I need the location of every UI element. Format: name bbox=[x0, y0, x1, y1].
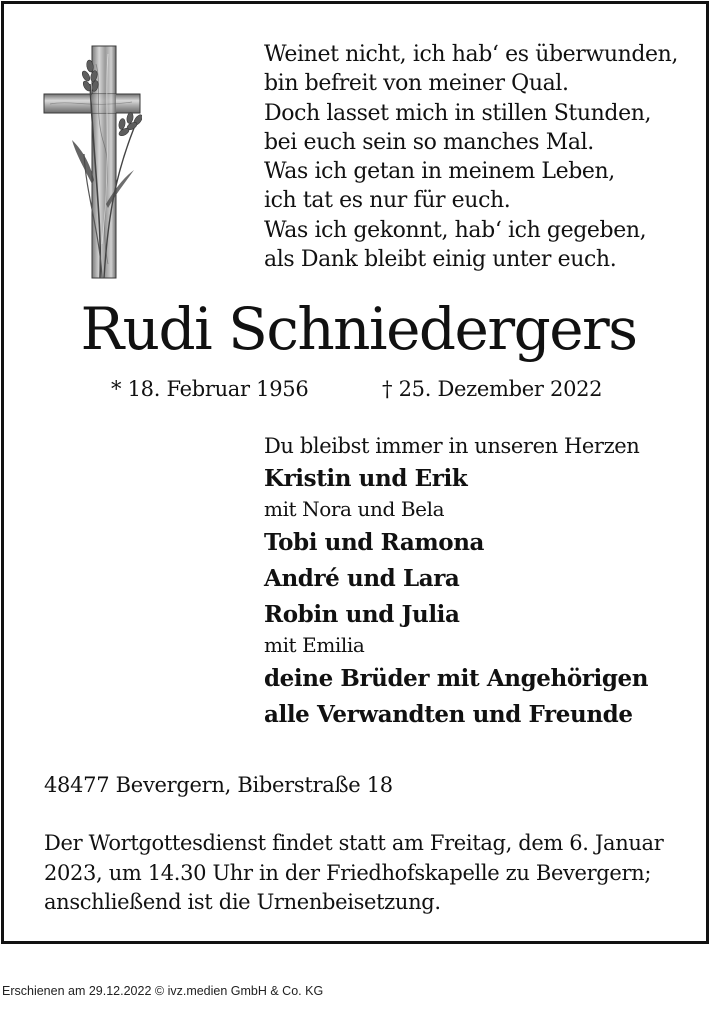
death-date: † 25. Dezember 2022 bbox=[382, 377, 603, 401]
poem-line: als Dank bleibt einig unter euch. bbox=[264, 247, 617, 273]
mourner-names: Robin und Julia bbox=[264, 601, 460, 628]
poem-line: Was ich gekonnt, hab‘ ich gegeben, bbox=[264, 217, 647, 243]
service-notice bbox=[44, 829, 663, 918]
mourner-names: André und Lara bbox=[264, 565, 460, 592]
service-line: Der Wortgottesdienst findet statt am Freitag, dem 6. Januar bbox=[44, 831, 664, 855]
mourners-closing: deine Brüder mit Angehörigen bbox=[264, 665, 649, 692]
poem-line: ich tat es nur für euch. bbox=[264, 188, 511, 214]
mourner-names: Tobi und Ramona bbox=[264, 529, 485, 556]
poem-line: bei euch sein so manches Mal. bbox=[264, 129, 594, 155]
mourner-children: mit Emilia bbox=[264, 633, 365, 657]
mourners-intro: Du bleibst immer in unseren Herzen bbox=[264, 434, 640, 458]
mourners-list bbox=[264, 432, 648, 733]
poem-line: Weinet nicht, ich hab‘ es überwunden, bbox=[264, 42, 679, 67]
mourner-children: mit Nora und Bela bbox=[264, 497, 445, 521]
deceased-name: Rudi Schniedergers bbox=[80, 295, 637, 363]
birth-date: * 18. Februar 1956 bbox=[111, 377, 309, 401]
publication-footer: Erschienen am 29.12.2022 © ivz.medien GmbH & Co. KG bbox=[2, 984, 324, 998]
service-line: anschließend ist die Urnenbeisetzung. bbox=[44, 890, 441, 914]
marble-cross-with-wheat-icon bbox=[42, 44, 142, 280]
service-line: 2023, um 14.30 Uhr in der Friedhofskapelle zu Bevergern; bbox=[44, 860, 652, 885]
family-address: 48477 Bevergern, Biberstraße 18 bbox=[44, 773, 393, 797]
poem-line: Was ich getan in meinem Leben, bbox=[264, 159, 615, 185]
mourner-names: Kristin und Erik bbox=[264, 465, 468, 492]
poem-line: bin befreit von meiner Qual. bbox=[264, 71, 569, 97]
obituary-frame bbox=[1, 1, 709, 944]
mourners-closing: alle Verwandten und Freunde bbox=[264, 701, 633, 728]
poem bbox=[264, 40, 678, 274]
poem-line: Doch lasset mich in stillen Stunden, bbox=[264, 100, 652, 126]
